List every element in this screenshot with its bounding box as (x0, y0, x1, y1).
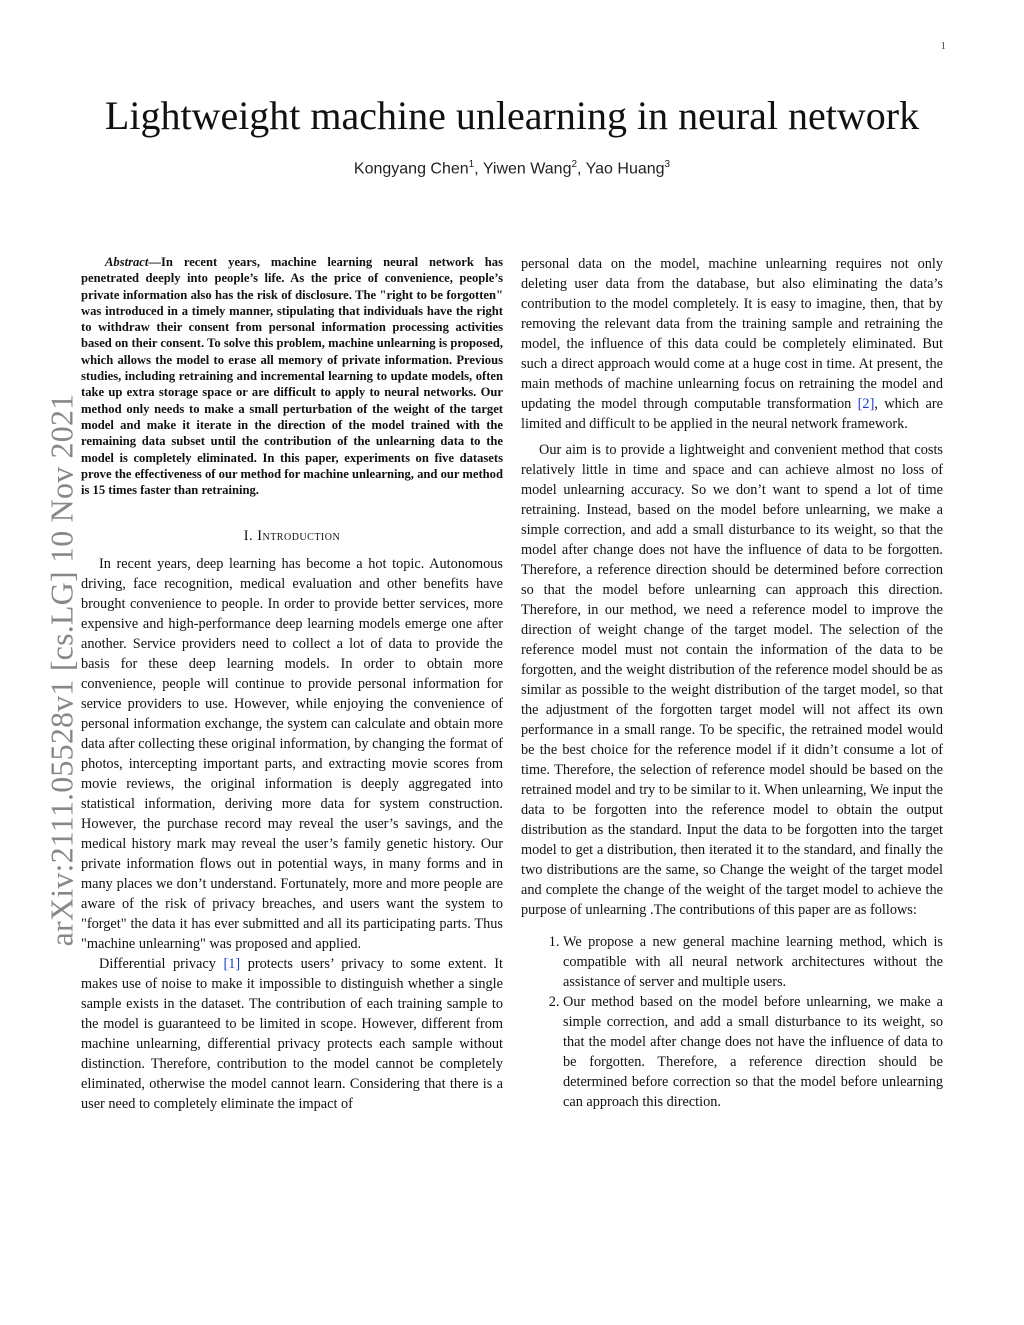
paragraph-text: , which are limited and difficult to be applied in the neural network framework. (521, 396, 943, 432)
author-name: Yao Huang (585, 160, 665, 178)
intro-paragraph-1: In recent years, deep learning has become a hot topic. Autonomous driving, face recognition, medical evaluation and other benefits have brought convenience to people. In order to provide better services, more expensive and high-performance deep learning models emerge one after another. Service providers need to collect a lot of data to provide the basis for these deep learning models. In order to obtain more convenience, people will continue to provide personal information for service providers to use. However, while enjoying the convenience of personal information exchange, the system can calculate and obtain more data after collecting these original information, by changing the format of photos, intercepting important parts, and extracting movie scores from movie reviews, the original information is deeply aggregated into statistical information, deriving more data for system construction. However, the purchase record may reveal the user’s savings, and the medical history mark may reveal the user’s family genetic history. Our private information flows out in potential ways, in many forms and in many places we don’t understand. Fortunately, more and more people are aware of the risk of privacy breaches, and users want the system to "forget" the data it has ever submitted and all its participating parts. Thus "machine unlearning" was proposed and applied. (81, 556, 503, 953)
abstract-text: In recent years, machine learning neural network has penetrated deeply into people’s life. As the price of convenience, people’s private information also has the risk of disclosure. The "right to be forgotten" was introduced in a timely manner, stipulating that individuals have the right to withdraw their consent from personal information processing activities based on their consent. To solve this problem, machine unlearning is proposed, which allows the model to erase all memory of private information. Previous studies, including retraining and incremental learning to update models, often take up extra storage space or are difficult to apply to neural networks. Our method only needs to make a small perturbation of the weight of the target model and make it iterate in the direction of the model trained with the remaining data subset until the contribution of the unlearning data to the model is completely eliminated. In this paper, experiments on five datasets prove the effectiveness of our method for machine unlearning, and our method is 15 times faster than retraining. (81, 255, 503, 498)
author-list: Kongyang Chen$^1$, Yiwen Wang$^2$, Yao Huang$^3$ (353, 159, 671, 178)
paragraph-text: protects users’ privacy to some extent. It makes use of noise to make it impossible to distinguish whether a single sample exists in the dataset. The contribution of each training sample to the model is guaranteed to be limited in scope. However, different from machine unlearning, differential privacy protects each sample without distinction. Therefore, contribution to the model cannot be completely eliminated, otherwise the model cannot learn. Considering that there is a user need to completely eliminate the impact of (81, 956, 503, 1113)
section-title: Introduction (257, 528, 341, 545)
page-number: 1 (940, 40, 946, 52)
paragraph-text: personal data on the model, machine unlearning requires not only deleting user data from the database, but also eliminating the data’s contribution to the model completely. It is easy to imagine, then, that by removing the relevant data from the training sample and retraining the model, the influence of this data could be completely eliminated. But such a direct approach would come at a huge cost in time. At present, the main methods of machine unlearning focus on retraining the model and updating the model through computable transformation (521, 256, 943, 412)
section-number: I. (243, 528, 254, 545)
abstract-dash: — (148, 255, 161, 269)
author-name: Kongyang Chen (353, 160, 469, 178)
author-affiliation: 2 (571, 159, 578, 170)
citation-link[interactable]: [2] (857, 396, 875, 412)
intro-paragraph-4: Our aim is to provide a lightweight and convenient method that costs relatively little in time and space and can achieve almost no loss of model unlearning accuracy. So we don’t want to spend a lot of time retraining. Instead, based on the model before unlearning, we make a simple correction, and add a small disturbance to its weight, so that the model after change does not have the influence of data to be forgotten. Therefore, a reference direction should be determined before correction so that the model before unlearning can approach this direction. Therefore, in our method, we need a reference model to improve the direction of weight change of the target model. The selection of the reference model must not contain the information of the data to be forgotten, and the weight distribution of the reference model should be as similar as possible to the weight distribution of the target model, so that the adjustment of the forgotten target model will not affect its own performance in a small range. To be specific, the retrained model would be the best choice for the reference model if it didn’t consume a lot of time. Therefore, the selection of reference model should be based on the retrained model and try to be similar to it. When unlearning, We input the data to be forgotten into the reference model to obtain the output distribution as the standard. Input the data to be forgotten into the target model to get a distribution, then iterated it to the standard, and finally the two distributions are the same, so Change the weight of the target model and complete the change of the weight of the target model to achieve the purpose of unlearning .The contributions of this paper are as follows: (521, 442, 943, 918)
contribution-list (521, 932, 943, 1112)
contribution-item: 1. We propose a new general machine learning method, which is compatible with all neural network architectures without the assistance of server and multiple users. (563, 932, 943, 992)
abstract (81, 254, 503, 498)
left-column (81, 254, 503, 1114)
right-column (521, 254, 943, 1112)
section-heading (81, 526, 503, 546)
intro-paragraph-3 (521, 254, 943, 434)
citation-link[interactable]: [1] (223, 956, 241, 973)
abstract-label: Abstract (105, 255, 149, 269)
paragraph-text: Differential privacy (99, 956, 224, 973)
author-affiliation: 1 (468, 159, 475, 170)
author-name: Yiwen Wang (482, 160, 572, 178)
intro-paragraph-2 (81, 954, 503, 1114)
contribution-item: 2. Our method based on the model before unlearning, we make a simple correction, and add a small disturbance to its weight, so that the model after change does not have the influence of data to be forgotten. Therefore, a reference direction should be determined before correction so that the model before unlearning can approach this direction. (563, 992, 943, 1112)
arxiv-identifier-stamp: arXiv:2111.05528v1 [cs.LG] 10 Nov 2021 (43, 393, 80, 947)
paper-title: Lightweight machine unlearning in neural network (104, 93, 920, 138)
author-affiliation: 3 (664, 159, 671, 170)
